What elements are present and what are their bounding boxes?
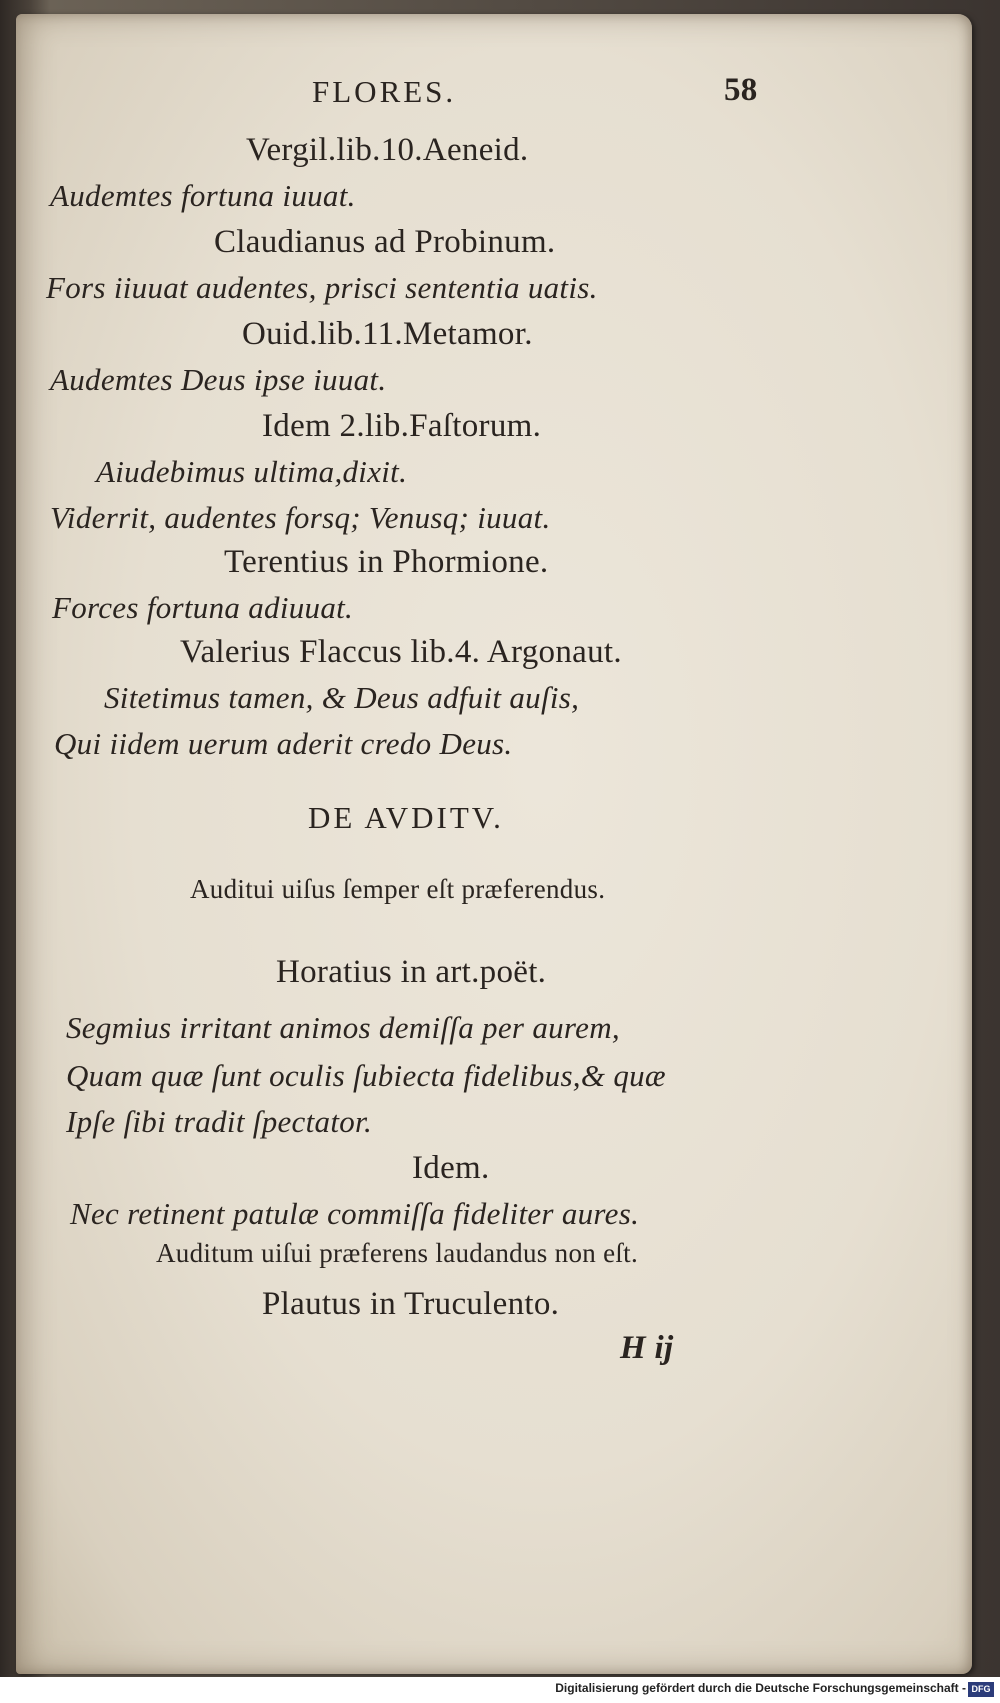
- signature-mark: H ij: [620, 1330, 674, 1366]
- source-heading: Valerius Flaccus lib.4. Argonaut.: [180, 634, 622, 670]
- verse-line: Audemtes Deus ipse iuuat.: [50, 362, 387, 397]
- verse-line: Forces fortuna adiuuat.: [52, 590, 354, 625]
- section-title: DE AVDITV.: [308, 800, 504, 835]
- verse-line: Fors iiuuat audentes, prisci sententia uatis.: [46, 270, 598, 305]
- source-heading: Horatius in art.poët.: [276, 954, 547, 990]
- verse-line: Nec retinent patulæ commiſſa fideliter aures.: [70, 1196, 640, 1231]
- verse-line: Quam quæ ſunt oculis ſubiecta fidelibus,& quæ: [66, 1058, 666, 1093]
- verse-line: Aiudebimus ultima,dixit.: [96, 454, 408, 489]
- source-heading: Vergil.lib.10.Aeneid.: [246, 132, 529, 168]
- section-lemma: Auditui uiſus ſemper eſt præferendus.: [190, 874, 606, 904]
- source-heading: Plautus in Truculento.: [262, 1286, 560, 1322]
- source-heading: Ouid.lib.11.Metamor.: [242, 316, 533, 352]
- source-heading: Idem 2.lib.Faſtorum.: [262, 408, 542, 444]
- source-heading: Terentius in Phormione.: [224, 544, 549, 580]
- verse-line: Segmius irritant animos demiſſa per aurem,: [66, 1010, 620, 1045]
- section-lemma: Auditum uiſui præferens laudandus non eſt.: [156, 1238, 639, 1268]
- verse-line: Sitetimus tamen, & Deus adfuit auſis,: [104, 680, 580, 715]
- verse-line: Ipſe ſibi tradit ſpectator.: [66, 1104, 373, 1139]
- verse-line: Audemtes fortuna iuuat.: [50, 178, 356, 213]
- book-page: [16, 14, 972, 1674]
- funding-credit: Digitalisierung gefördert durch die Deutsche Forschungsgemeinschaft -: [555, 1681, 966, 1695]
- page-number: 58: [724, 72, 758, 108]
- verse-line: Qui iidem uerum aderit credo Deus.: [54, 726, 513, 761]
- dfg-logo: DFG: [968, 1682, 994, 1697]
- running-title: FLORES.: [312, 74, 457, 109]
- verse-line: Viderrit, audentes forsq; Venusq; iuuat.: [50, 500, 551, 535]
- source-heading: Idem.: [412, 1150, 490, 1186]
- source-heading: Claudianus ad Probinum.: [214, 224, 556, 260]
- footer-bar: [0, 1677, 1000, 1703]
